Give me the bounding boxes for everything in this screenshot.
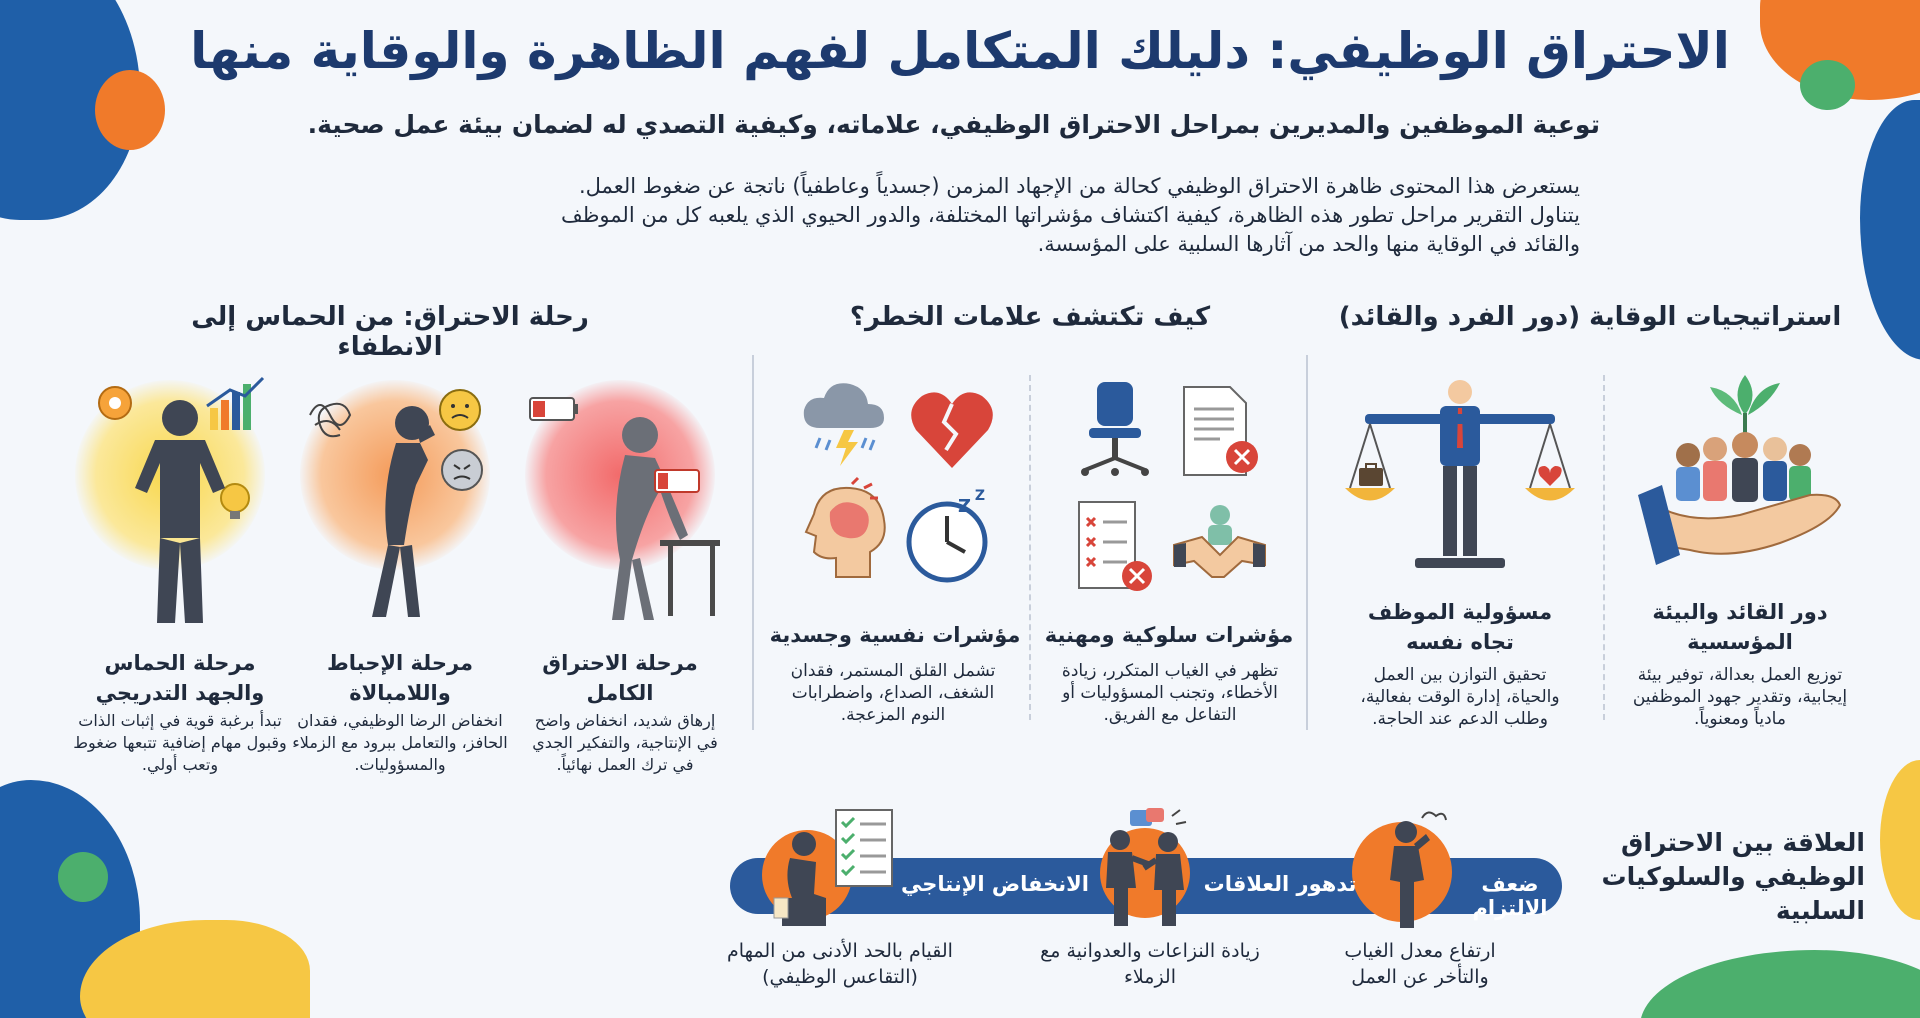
corner-blob-bottom-left-green — [58, 852, 108, 902]
rejected-document-icon — [1180, 385, 1260, 480]
prevention-heading: استراتيجيات الوقاية (دور الفرد والقائد) — [1338, 302, 1842, 332]
corner-blob-top-left-accent — [95, 70, 165, 150]
productivity-decline-text: القيام بالحد الأدنى من المهام (التقاعس الوظيفي) — [727, 940, 953, 988]
svg-text:Z: Z — [974, 488, 985, 504]
leader-role-title: دور القائد والبيئة المؤسسية — [1652, 600, 1828, 654]
svg-text:Z: Z — [957, 496, 971, 517]
psychological-signs-title: مؤشرات نفسية وجسدية — [769, 623, 1021, 647]
label-productivity-decline: الانخفاض الإنتاجي — [901, 872, 1089, 896]
column-divider — [1603, 375, 1605, 720]
section-divider — [1306, 355, 1308, 730]
intro-paragraph — [300, 172, 1580, 259]
corner-blob-top-right-green — [1800, 60, 1855, 110]
deteriorating-relations-text: زيادة النزاعات والعدوانية مع الزملاء — [1040, 940, 1260, 988]
stage-enthusiasm-title: مرحلة الحماس والجهد التدريجي — [95, 651, 265, 705]
arguing-colleagues-icon — [1090, 808, 1200, 928]
handshake-icon — [1172, 495, 1267, 590]
tired-worker-icon — [1370, 810, 1450, 930]
burnout-figure-illustration — [520, 390, 720, 630]
stage-frustration-text: انخفاض الرضا الوظيفي، فقدان الحافز، والتعامل ببرود مع الزملاء والمسؤوليات. — [292, 711, 508, 774]
enthusiasm-figure-illustration — [85, 378, 275, 628]
corner-blob-bottom-right — [1640, 950, 1920, 1018]
intro-line: والقائد في الوقاية منها والحد من آثارها السلبية على المؤسسة. — [1037, 232, 1580, 256]
behaviors-heading: العلاقة بين الاحتراق الوظيفي والسلوكيات السلبية — [1601, 828, 1865, 925]
broken-heart-icon — [910, 390, 995, 470]
column-divider — [1029, 375, 1031, 720]
intro-line: يتناول التقرير مراحل تطور هذه الظاهرة، كيفية اكتشاف مؤشراتها المختلفة، والدور الحيوي الذي يلعبه كل من الموظف — [560, 203, 1580, 227]
frustration-figure-illustration — [300, 385, 500, 630]
journey-heading: رحلة الاحتراق: من الحماس إلى الانطفاء — [191, 302, 589, 362]
stage-full-burnout-title: مرحلة الاحتراق الكامل — [542, 651, 698, 705]
label-deteriorating-relations: تدهور العلاقات — [1203, 872, 1357, 896]
balance-scale-icon — [1345, 378, 1575, 578]
office-chair-icon — [1075, 380, 1155, 480]
weak-commitment-text: ارتفاع معدل الغياب والتأخر عن العمل — [1344, 940, 1496, 988]
page-title: الاحتراق الوظيفي: دليلك المتكامل لفهم الظاهرة والوقاية منها — [190, 22, 1730, 80]
page-subtitle: توعية الموظفين والمديرين بمراحل الاحتراق الوظيفي، علاماته، وكيفية التصدي له لضمان بيئة عمل صحية. — [307, 110, 1600, 139]
stage-frustration-title: مرحلة الإحباط واللامبالاة — [326, 651, 474, 705]
leader-role-text: توزيع العمل بعدالة، توفير بيئة إيجابية، وتقدير جهود الموظفين مادياً ومعنوياً. — [1632, 665, 1848, 729]
stressed-brain-icon — [800, 482, 890, 582]
behavioral-signs-title: مؤشرات سلوكية ومهنية — [1044, 623, 1294, 647]
signs-heading: كيف تكتشف علامات الخطر؟ — [849, 302, 1211, 332]
corner-blob-top-right-blue — [1860, 100, 1920, 360]
label-weak-commitment: ضعف الالتزام — [1472, 872, 1548, 920]
checklist-fail-icon — [1075, 500, 1155, 595]
slumped-worker-checklist-icon — [770, 808, 900, 928]
clock-sleep-icon — [905, 490, 1000, 585]
behavioral-signs-text: تظهر في الغياب المتكرر، زيادة الأخطاء، وتجنب المسؤوليات أو التفاعل مع الفريق. — [1061, 661, 1279, 725]
stage-enthusiasm-text: تبدأ برغبة قوية في إثبات الذات وقبول مهام إضافية تتبعها ضغوط وتعب أولي. — [73, 711, 287, 774]
caring-hand-team-icon — [1630, 375, 1850, 575]
psychological-signs-text: تشمل القلق المستمر، فقدان الشغف، الصداع، واضطرابات النوم المزعجة. — [790, 661, 996, 725]
section-divider — [752, 355, 754, 730]
employee-role-title: مسؤولية الموظف تجاه نفسه — [1367, 600, 1553, 654]
employee-role-text: تحقيق التوازن بين العمل والحياة، إدارة الوقت بفعالية، وطلب الدعم عند الحاجة. — [1360, 665, 1560, 729]
corner-blob-bottom-right-yellow — [1880, 760, 1920, 920]
storm-cloud-icon — [800, 378, 890, 468]
stage-full-burnout-text: إرهاق شديد، انخفاض واضح في الإنتاجية، والتفكير الجدي في ترك العمل نهائياً. — [532, 711, 718, 774]
intro-line: يستعرض هذا المحتوى ظاهرة الاحتراق الوظيفي كحالة من الإجهاد المزمن (جسدياً وعاطفياً) ناتجة عن ضغوط العمل. — [578, 174, 1580, 198]
